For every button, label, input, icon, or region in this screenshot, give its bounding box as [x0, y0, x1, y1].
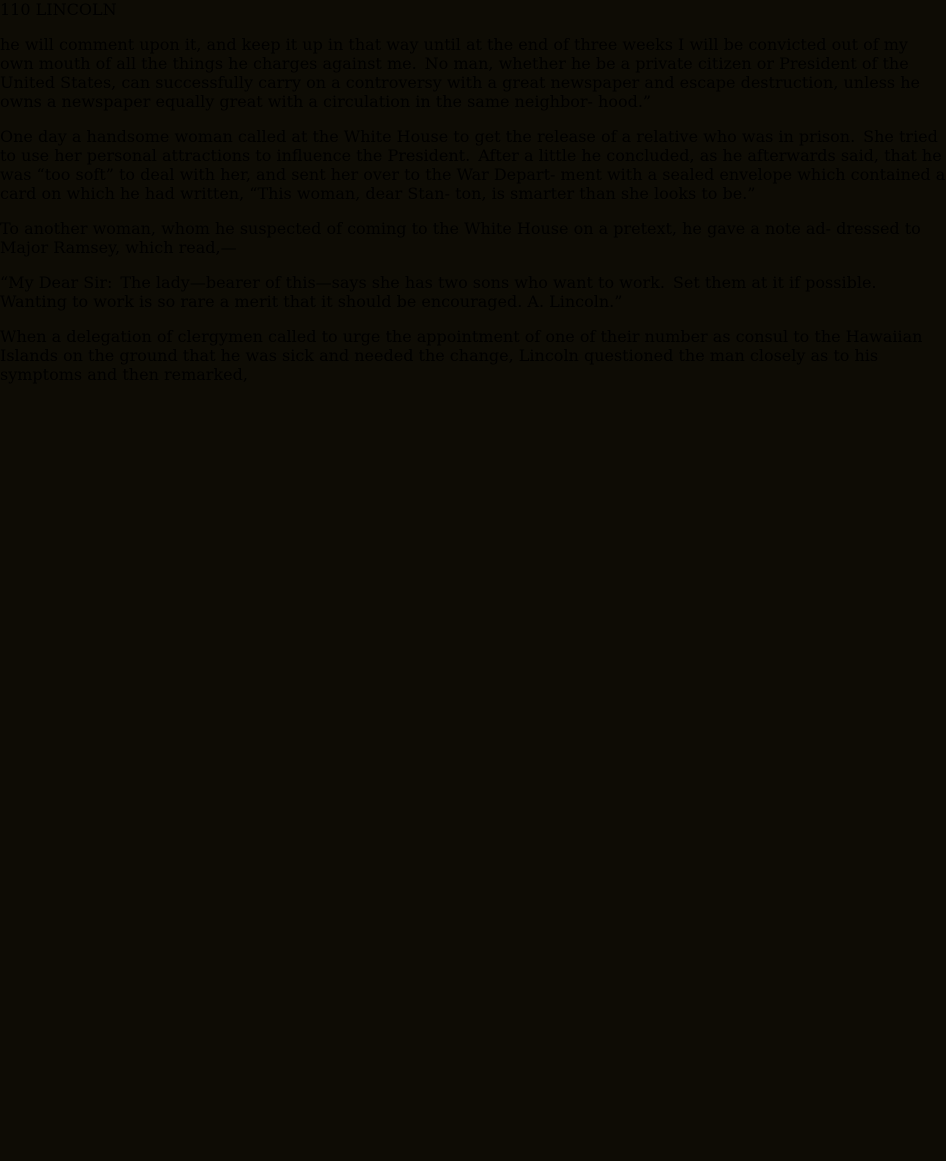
text-line: out of my own mouth of all the things he charges [0, 35, 908, 73]
text-line: One day a handsome woman called at the White [0, 127, 392, 146]
text-line: the Hawaiian Islands on the ground that he was sick [0, 327, 923, 365]
paragraph [0, 35, 946, 111]
text-line: and needed the change, Lincoln questioned the man [319, 346, 745, 365]
text-line: ton, is smarter than she looks to be.” [455, 184, 756, 203]
text-line: deal with her, and sent her over to the War Depart- [140, 165, 556, 184]
text-line: until at the end of three weeks I will be convicted [423, 35, 827, 54]
text-line: he will comment upon it, and keep it up in that way [0, 35, 419, 54]
book-spine-edge [0, 0, 64, 1161]
text-line: it if possible. Wanting to work is so rare a merit [0, 273, 885, 311]
paragraph [0, 127, 946, 203]
text-line: influence the President. After a little he concluded, [276, 146, 695, 165]
book-page [0, 0, 946, 384]
page-text [0, 35, 946, 384]
text-line: she has two sons who want to work. Set them at [371, 273, 768, 292]
running-header: LINCOLN [35, 0, 117, 19]
text-line: or President of the United States, can successfully [0, 54, 909, 92]
text-line: prison. She tried to use her personal attractions to [0, 127, 938, 165]
text-line: ment with a sealed envelope which contained a card [0, 165, 946, 203]
paragraph [0, 219, 946, 257]
text-line: To another woman, whom he suspected of coming [0, 219, 407, 238]
page-header [0, 0, 946, 19]
text-line: House to get the release of a relative who was in [396, 127, 794, 146]
text-line: the appointment of one of their number as consul to [385, 327, 810, 346]
text-line: When a delegation of clergymen called to urge [0, 327, 381, 346]
text-line: on which he had written, “This woman, dear Stan- [41, 184, 450, 203]
page-number: 110 [0, 0, 31, 19]
text-line: carry on a controversy with a great newspaper and [258, 73, 675, 92]
text-line: closely as to his symptoms and then remarked, [0, 346, 879, 384]
text-line: as he afterwards said, that he was “too soft” to [0, 146, 942, 184]
text-line-signature [283, 292, 622, 311]
letter-closing-text: that it should be encouraged. [283, 292, 523, 311]
text-line: to the White House on a pretext, he gave a note ad- [411, 219, 832, 238]
paragraph [0, 327, 946, 384]
paragraph-letter [0, 273, 946, 311]
text-line: equally great with a circulation in the same neighbor- [155, 92, 593, 111]
text-line: against me. No man, whether he be a private citizen [322, 54, 752, 73]
lincoln-signature: A. Lincoln.” [527, 292, 623, 311]
text-line: “My Dear Sir: The lady—bearer of this—says [0, 273, 367, 292]
text-line: escape destruction, unless he owns a newspaper [0, 73, 920, 111]
text-line: hood.” [598, 92, 652, 111]
text-line: dressed to Major Ramsey, which read,— [0, 219, 921, 257]
